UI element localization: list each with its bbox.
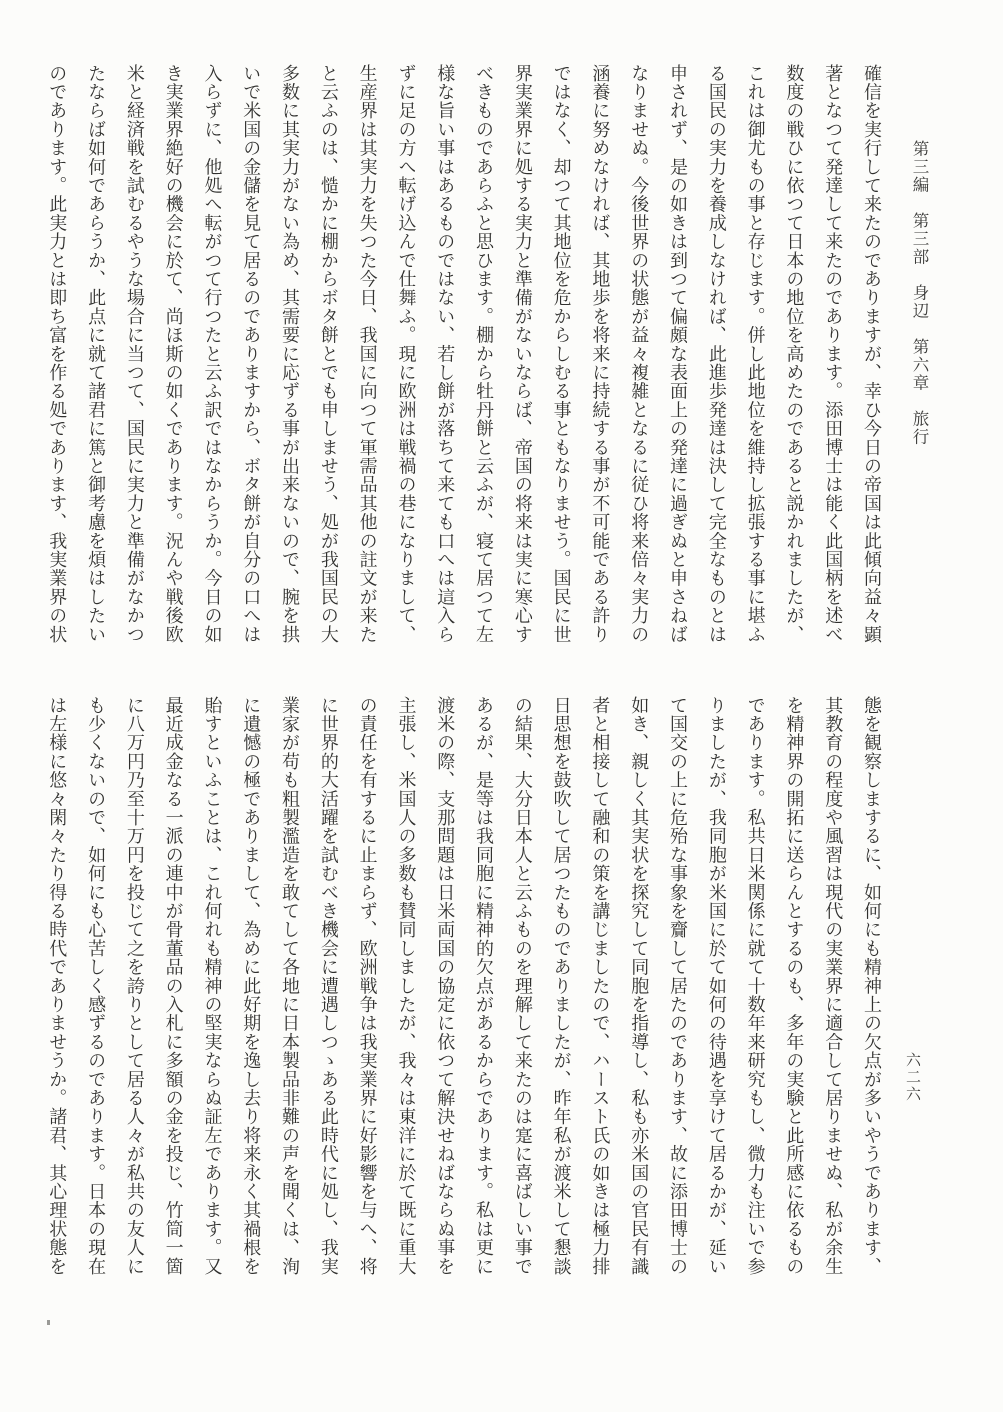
text-column: 渡米の際、支那問題は日米両国の協定に依つて解決せねばならぬ事を	[434, 696, 456, 1276]
text-column: を精神界の開拓に送らんとするのも、多年の実験と此所感に依るもの	[783, 696, 805, 1276]
text-column: に遺憾の極でありまして、為めに此好期を逸し去り将来永く其禍根を	[240, 696, 262, 1276]
text-column: 主張し、米国人の多数も賛同しましたが、我々は東洋に於て既に重大	[395, 696, 417, 1276]
text-column: 確信を実行して来たのでありますが、幸ひ今日の帝国は此傾向益々顕	[861, 64, 882, 644]
text-column: 日思想を鼓吹して居つたものでありましたが、昨年私が渡米して懇談	[550, 696, 572, 1276]
text-column: の結果、大分日本人と云ふものを理解して来たのは寔に喜ばしい事で	[511, 696, 533, 1276]
text-column: これは御尤もの事と存じます。併し此地位を維持し拡張する事に堪ふ	[744, 64, 766, 644]
text-column: 其教育の程度や風習は現代の実業界に適合して居りませぬ、私が余生	[822, 696, 844, 1276]
text-column: 数度の戦ひに依つて日本の地位を高めたのであると説かれましたが、	[783, 64, 805, 644]
text-column: 態を観察しまするに、如何にも精神上の欠点が多いやうであります、	[861, 696, 882, 1276]
text-column: りましたが、我同胞が米国に於て如何の待遇を享けて居るかが、延い	[705, 696, 727, 1276]
text-column: の責任を有するに止まらず、欧洲戦争は我実業界に好影響を与へ、将	[356, 696, 378, 1276]
scan-speck	[47, 1320, 50, 1325]
text-column: る国民の実力を養成しなければ、此進歩発達は決して完全なものとは	[705, 64, 727, 644]
text-column: 生産界は其実力を失つた今日、我国に向つて軍需品其他の註文が来た	[356, 64, 378, 644]
text-column: 業家が苟も粗製濫造を敢てして各地に日本製品非難の声を聞くは、洵	[279, 696, 301, 1276]
text-column: と云ふのは、慥かに棚からボタ餅とでも申しませう、処が我国民の大	[317, 64, 339, 644]
lower-text-block	[36, 696, 890, 1294]
text-column: 界実業界に処する実力と準備がないならば、帝国の将来は実に寒心す	[511, 64, 533, 644]
text-column: に世界的大活躍を試むべき機会に遭遇しつゝある此時代に処し、我実	[317, 696, 339, 1276]
text-column: たならば如何であらうか、此点に就て諸君に篤と御考慮を煩はしたい	[85, 64, 107, 644]
chapter-header: 第三編 第三部 身辺 第六章 旅行	[910, 140, 929, 446]
text-column: のであります。此実力とは即ち富を作る処であります、我実業界の状	[46, 64, 68, 644]
text-column: 著となつて発達して来たのであります。添田博士は能く此国柄を述べ	[822, 64, 844, 644]
text-column: なりませぬ。今後世界の状態が益々複雑となるに従ひ将来倍々実力の	[628, 64, 650, 644]
upper-text-block	[36, 64, 890, 652]
text-column: も少くないので、如何にも心苦しく感ずるのであります。日本の現在	[85, 696, 107, 1276]
text-column: 米と経済戦を試むるやうな場合に当つて、国民に実力と準備がなかつ	[123, 64, 145, 644]
text-column: 者と相接して融和の策を講じましたので、ハースト氏の如きは極力排	[589, 696, 611, 1276]
text-column: に八万円乃至十万円を投じて之を誇りとして居る人々が私共の友人に	[123, 696, 145, 1276]
text-column: いで米国の金儲を見て居るのでありますから、ボタ餅が自分の口へは	[240, 64, 262, 644]
text-column: べきものであらふと思ひます。棚から牡丹餅と云ふが、寝て居つて左	[473, 64, 495, 644]
text-column: 如き、親しく其実状を探究して同胞を指導し、私も亦米国の官民有識	[628, 696, 650, 1276]
text-column: 様な旨い事はあるものではない、若し餅が落ちて来ても口へは這入ら	[434, 64, 456, 644]
text-column: 申されず、是の如きは到つて偏頗な表面上の発達に過ぎぬと申さねば	[667, 64, 689, 644]
text-column: 入らずに、他処へ転がつて行つたと云ふ訳ではなからうか。今日の如	[201, 64, 223, 644]
text-column: 最近成金なる一派の連中が骨董品の入札に多額の金を投じ、竹筒一箇	[162, 696, 184, 1276]
text-column: であります。私共日米関係に就て十数年来研究もし、微力も注いで参	[744, 696, 766, 1276]
text-column: 多数に其実力がない為め、其需要に応ずる事が出来ないので、腕を拱	[279, 64, 301, 644]
text-column: あるが、是等は我同胞に精神的欠点があるからであります。私は更に	[473, 696, 495, 1276]
text-column: て国交の上に危殆な事象を齎して居たのであります、故に添田博士の	[667, 696, 689, 1276]
text-column: は左様に悠々閑々たり得る時代でありませうか。諸君、其心理状態を	[46, 696, 68, 1276]
page-number: 六二六	[904, 1052, 922, 1103]
text-column: 貽すといふことは、これ何れも精神の堅実ならぬ証左であります。又	[201, 696, 223, 1276]
text-column: き実業界絶好の機会に於て、尚ほ斯の如くであります。況んや戦後欧	[162, 64, 184, 644]
text-column: ではなく、却つて其地位を危からしむる事ともなりませう。国民に世	[550, 64, 572, 644]
text-column: ずに足の方へ転げ込んで仕舞ふ。現に欧洲は戦禍の巷になりまして、	[395, 64, 417, 644]
text-column: 涵養に努めなければ、其地歩を将来に持続する事が不可能である許り	[589, 64, 611, 644]
